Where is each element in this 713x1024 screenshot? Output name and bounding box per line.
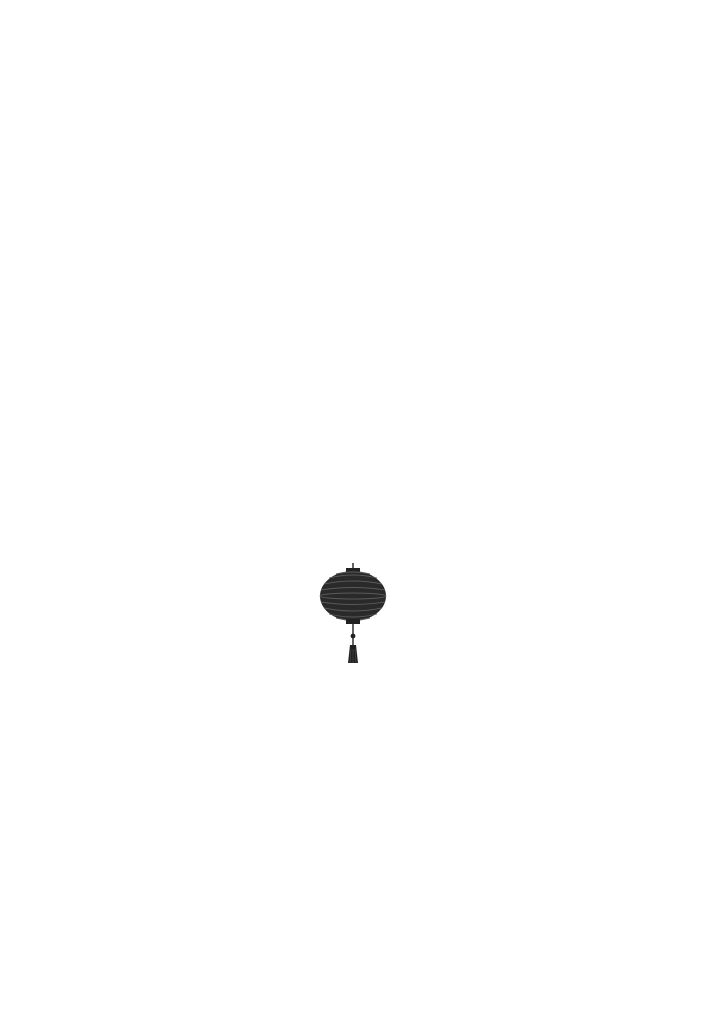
section-divider xyxy=(315,563,391,667)
paper-lantern-icon xyxy=(315,563,391,667)
